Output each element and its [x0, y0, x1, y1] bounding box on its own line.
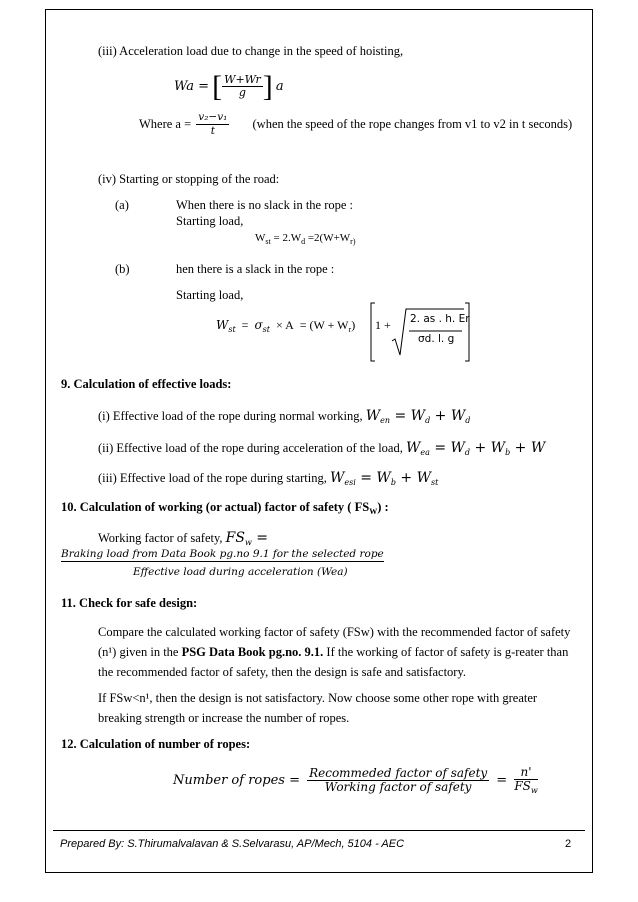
s12-lhs: Number of ropes = [173, 773, 300, 789]
s9-i-text: (i) Effective load of the rope during normal working, [98, 409, 363, 423]
iv-b-text: hen there is a slack in the rope : [176, 262, 335, 276]
s11-p1-a: Compare the calculated working factor of safety (FSw) with the recommended factor of safety [98, 625, 571, 639]
s11-para1 [98, 622, 588, 682]
s9-iii: (iii) Effective load of the rope during starting, $W_{esi} = W_b + W_{st}$ [98, 470, 439, 487]
s10-den: Effective load during acceleration (Wea) [133, 566, 348, 578]
s12-formula [173, 766, 538, 795]
s10-num: Braking load from Data Book pg.no 9.1 for the selected rope [61, 548, 384, 560]
wst-root-den: σd. l. g [418, 333, 455, 345]
iv-start-text: (iv) Starting or stopping of the road: [98, 172, 280, 186]
s9-i: (i) Effective load of the rope during normal working, $W_{en} = W_d + W_d$ [98, 408, 471, 425]
s12-den: Working factor of safety [324, 779, 472, 794]
iv-b-sub: Starting load, [176, 288, 244, 302]
s11-para2 [98, 688, 588, 728]
s11-heading: 11. Check for safe design: [61, 596, 198, 610]
footer-text: Prepared By: S.Thirumalvalavan & S.Selvarasu, AP/Mech, 5104 - AEC [60, 838, 405, 850]
wa-formula: Wa = [ $\frac{W+Wr}{g}$ ] a [174, 70, 284, 103]
wst-one: 1 + [375, 318, 391, 332]
iv-b-label: (b) [115, 262, 130, 276]
s11-p2-a: If FSw<n¹, then the design is not satisfactory. Now choose some other rope with greater [98, 691, 538, 705]
s12-num: Recommeded factor of safety [309, 765, 488, 780]
s11-p1-b: (n¹) given in the PSG Data Book pg.no. 9.1. If the working of factor of safety is g-reater than [98, 645, 569, 659]
iv-a-text: When there is no slack in the rope : [176, 198, 354, 212]
s12-eq: = [496, 773, 508, 789]
s10-label-line: Working factor of safety, $FS_w$ = [98, 530, 269, 547]
wa-num: W+Wr [224, 73, 261, 87]
where-label: Where a = [139, 116, 192, 131]
wst-root-num: 2. as . h. Er [410, 313, 470, 325]
s9-ii: (ii) Effective load of the rope during acceleration of the load, $W_{ea} = W_d + W_b + W$ [98, 440, 546, 457]
wa-tail: a [275, 78, 284, 94]
page-number: 2 [565, 838, 572, 850]
s11-p2-b: breaking strength or increase the number of ropes. [98, 711, 350, 725]
s11-p1-c: the recommended factor of safety, then the design is safe and satisfactory. [98, 665, 467, 679]
footer-rule [53, 830, 585, 831]
s10-heading: 10. Calculation of working (or actual) factor of safety ( $FS_W$) : [61, 500, 389, 516]
s9-ii-text: (ii) Effective load of the rope during acceleration of the load, [98, 441, 403, 455]
wa-den: g [238, 86, 246, 100]
wst-formula: $W_{st} = \sigma_{st} \times A = (W + W_r)$ [216, 318, 356, 334]
where-note: (when the speed of the rope changes from v1 to v2 in t seconds) [252, 116, 573, 131]
s12-rnum: n' [514, 766, 537, 780]
s10-label: Working factor of safety, [98, 531, 223, 545]
s9-iii-text: (iii) Effective load of the rope during starting, [98, 471, 327, 485]
wa-lhs: Wa = [174, 78, 210, 94]
where-a-line [139, 112, 572, 137]
iii-accel-text: (iii) Acceleration load due to change in the speed of hoisting, [98, 44, 404, 58]
iv-a-sub: Starting load, [176, 214, 244, 228]
s9-heading: 9. Calculation of effective loads: [61, 377, 232, 391]
a-den: t [210, 124, 215, 137]
a-num: v₂−v₁ [198, 111, 228, 123]
s12-rden: $FS_w$ [514, 779, 538, 796]
iv-a-label: (a) [115, 198, 129, 212]
iv-a-formula: $W_{st} = 2.W_d =2(W+W_{r)}$ [255, 232, 356, 246]
s12-heading: 12. Calculation of number of ropes: [61, 737, 251, 751]
